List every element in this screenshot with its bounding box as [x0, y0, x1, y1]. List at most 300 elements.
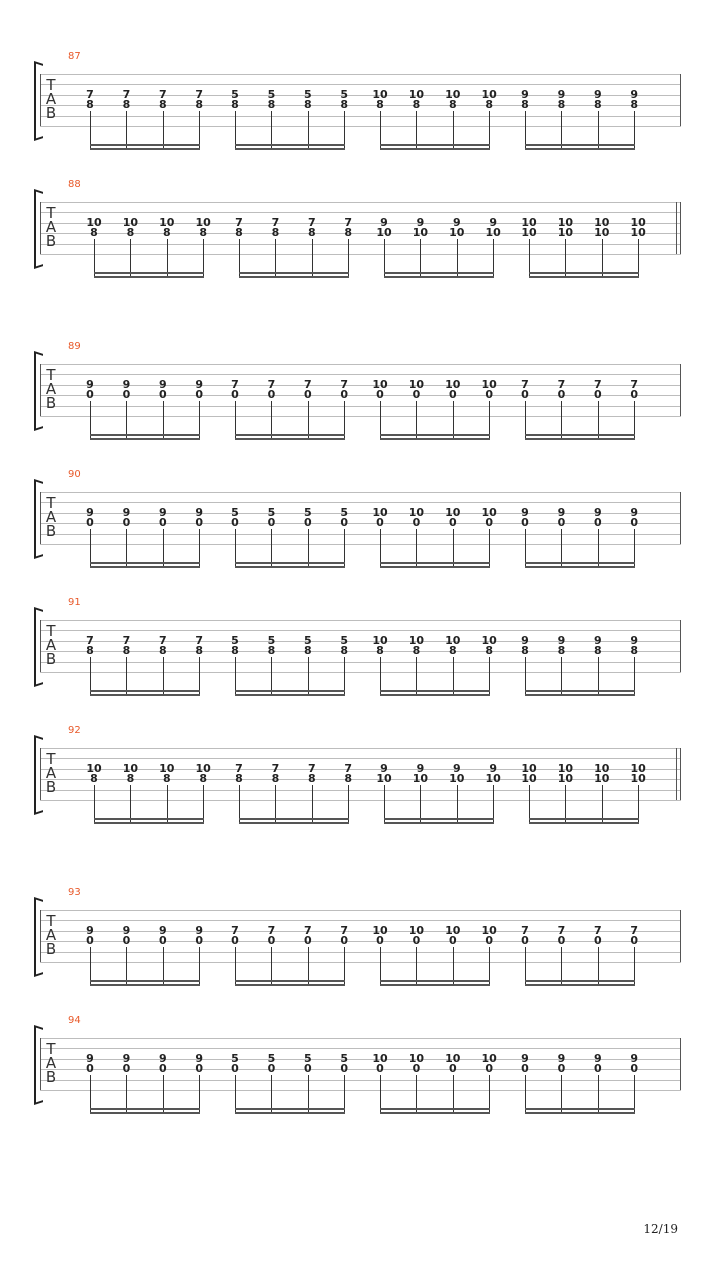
fret-number: 8	[235, 772, 243, 786]
fret-number: 0	[231, 934, 239, 948]
fret-number: 0	[231, 516, 239, 530]
fret-number: 7	[122, 87, 131, 101]
fret-number: 5	[231, 505, 239, 519]
fret-number: 10	[445, 633, 461, 647]
fret-number: 10	[481, 87, 497, 101]
fret-number: 9	[630, 87, 639, 101]
fret-number: 10	[159, 215, 175, 229]
fret-number: 10	[630, 761, 646, 775]
fret-number: 0	[122, 1062, 131, 1076]
note-beam	[529, 818, 639, 820]
tab-string-line	[40, 672, 681, 673]
start-barline	[40, 1038, 41, 1090]
fret-number: 10	[594, 226, 610, 240]
fret-number: 10	[521, 226, 537, 240]
note-beam	[90, 1108, 200, 1110]
fret-number: 9	[195, 1051, 204, 1065]
fret-number: 8	[412, 644, 421, 658]
fret-number: 8	[340, 98, 349, 112]
fret-number: 8	[199, 226, 208, 240]
fret-number: 0	[448, 388, 457, 402]
start-barline	[40, 620, 41, 672]
tab-system	[0, 1015, 720, 1132]
note-beam	[90, 694, 200, 696]
tab-string-line	[40, 492, 681, 493]
fret-number: 9	[86, 377, 94, 391]
tab-string-line	[40, 920, 681, 921]
fret-number: 0	[376, 388, 384, 402]
fret-number: 10	[372, 377, 388, 391]
bar-number: 90	[68, 469, 81, 480]
fret-number: 7	[267, 377, 276, 391]
note-beam	[380, 690, 490, 692]
fret-number: 0	[267, 388, 276, 402]
note-beam	[384, 272, 494, 274]
fret-number: 0	[412, 1062, 421, 1076]
fret-number: 10	[195, 215, 211, 229]
tab-string-line	[40, 630, 681, 631]
tab-string-line	[40, 1080, 681, 1081]
note-beam	[525, 690, 635, 692]
fret-number: 8	[448, 98, 457, 112]
fret-number: 5	[231, 87, 239, 101]
tab-clef-t: T	[46, 204, 56, 222]
fret-number: 7	[231, 923, 239, 937]
fret-number: 0	[122, 934, 131, 948]
tab-string-line	[40, 244, 681, 245]
fret-number: 10	[445, 377, 461, 391]
fret-number: 10	[412, 226, 429, 240]
fret-number: 0	[340, 1062, 349, 1076]
fret-number: 9	[195, 505, 204, 519]
fret-number: 7	[271, 761, 280, 775]
fret-number: 7	[340, 377, 349, 391]
fret-number: 10	[557, 215, 574, 229]
fret-number: 10	[445, 1051, 461, 1065]
fret-number: 9	[195, 377, 204, 391]
tab-system	[0, 725, 720, 842]
tab-clef-a: A	[45, 926, 57, 944]
fret-number: 0	[521, 388, 529, 402]
fret-number: 8	[521, 644, 529, 658]
fret-number: 10	[481, 923, 497, 937]
note-beam	[235, 1108, 345, 1110]
tab-clef-b: B	[45, 232, 57, 250]
fret-number: 5	[231, 633, 239, 647]
fret-number: 10	[630, 226, 646, 240]
note-beam	[525, 144, 635, 146]
fret-number: 10	[445, 505, 461, 519]
fret-number: 10	[481, 1051, 497, 1065]
end-barline	[680, 748, 681, 800]
fret-number: 8	[162, 772, 171, 786]
fret-number: 9	[158, 923, 167, 937]
fret-number: 9	[158, 505, 167, 519]
tab-system	[0, 469, 720, 586]
fret-number: 9	[122, 505, 131, 519]
fret-number: 0	[195, 1062, 204, 1076]
tab-string-line	[40, 544, 681, 545]
note-beam	[380, 980, 490, 982]
tab-string-line	[40, 534, 681, 535]
fret-number: 9	[593, 505, 602, 519]
fret-number: 0	[630, 934, 639, 948]
note-beam	[525, 980, 635, 982]
end-barline	[680, 1038, 681, 1090]
tab-clef-b: B	[45, 650, 57, 668]
start-barline	[40, 74, 41, 126]
page-number: 12/19	[643, 1222, 678, 1236]
fret-number: 10	[481, 633, 497, 647]
note-beam	[380, 144, 490, 146]
bar-number: 91	[68, 597, 81, 608]
fret-number: 9	[158, 377, 167, 391]
tab-string-line	[40, 758, 681, 759]
note-beam	[90, 144, 200, 146]
fret-number: 10	[485, 226, 501, 240]
fret-number: 5	[340, 87, 349, 101]
fret-number: 9	[489, 761, 498, 775]
fret-number: 0	[158, 388, 167, 402]
fret-number: 10	[86, 761, 102, 775]
fret-number: 8	[376, 98, 384, 112]
note-beam	[235, 1112, 345, 1114]
fret-number: 0	[521, 516, 529, 530]
tab-clef-b: B	[45, 940, 57, 958]
fret-number: 10	[376, 772, 392, 786]
note-beam	[239, 276, 349, 278]
fret-number: 0	[593, 388, 602, 402]
fret-number: 0	[412, 934, 421, 948]
tab-string-line	[40, 1038, 681, 1039]
fret-number: 0	[593, 1062, 602, 1076]
fret-number: 7	[303, 923, 312, 937]
fret-number: 8	[412, 98, 421, 112]
fret-number: 7	[231, 377, 239, 391]
fret-number: 10	[521, 772, 537, 786]
fret-number: 8	[307, 226, 316, 240]
tab-string-line	[40, 126, 681, 127]
fret-number: 9	[630, 633, 639, 647]
fret-number: 10	[521, 215, 537, 229]
fret-number: 0	[340, 388, 349, 402]
tab-string-line	[40, 416, 681, 417]
fret-number: 10	[412, 772, 429, 786]
fret-number: 0	[195, 934, 204, 948]
note-beam	[525, 1112, 635, 1114]
fret-number: 7	[195, 87, 204, 101]
fret-number: 10	[195, 761, 211, 775]
note-beam	[529, 822, 639, 824]
bar-number: 94	[68, 1015, 81, 1026]
note-beam	[94, 272, 204, 274]
fret-number: 8	[485, 98, 494, 112]
tab-clef-t: T	[46, 912, 56, 930]
fret-number: 7	[303, 377, 312, 391]
fret-number: 0	[158, 516, 167, 530]
fret-number: 7	[630, 923, 639, 937]
note-beam	[380, 148, 490, 150]
fret-number: 9	[593, 633, 602, 647]
note-beam	[90, 690, 200, 692]
tab-clef-t: T	[46, 366, 56, 384]
start-barline	[40, 910, 41, 962]
tab-system	[0, 597, 720, 714]
fret-number: 0	[86, 516, 94, 530]
tab-string-line	[40, 910, 681, 911]
note-beam	[380, 1108, 490, 1110]
fret-number: 9	[122, 1051, 131, 1065]
tab-clef-a: A	[45, 508, 57, 526]
fret-number: 0	[195, 516, 204, 530]
fret-number: 0	[340, 934, 349, 948]
fret-number: 9	[122, 923, 131, 937]
fret-number: 8	[303, 644, 312, 658]
fret-number: 10	[521, 761, 537, 775]
fret-number: 10	[557, 761, 574, 775]
fret-number: 8	[303, 98, 312, 112]
tab-string-line	[40, 962, 681, 963]
fret-number: 8	[231, 644, 239, 658]
tab-string-line	[40, 620, 681, 621]
note-beam	[90, 562, 200, 564]
fret-number: 9	[521, 633, 529, 647]
fret-number: 10	[408, 505, 425, 519]
fret-number: 0	[557, 388, 566, 402]
tab-string-line	[40, 1090, 681, 1091]
tab-clef-a: A	[45, 90, 57, 108]
fret-number: 7	[307, 761, 316, 775]
fret-number: 8	[630, 98, 639, 112]
fret-number: 0	[158, 1062, 167, 1076]
fret-number: 10	[408, 1051, 425, 1065]
note-beam	[525, 566, 635, 568]
note-beam	[525, 434, 635, 436]
fret-number: 0	[303, 934, 312, 948]
fret-number: 8	[307, 772, 316, 786]
fret-number: 8	[86, 644, 94, 658]
fret-number: 8	[271, 772, 280, 786]
fret-number: 10	[594, 215, 610, 229]
fret-number: 10	[445, 923, 461, 937]
fret-number: 5	[231, 1051, 239, 1065]
fret-number: 8	[593, 644, 602, 658]
fret-number: 8	[195, 98, 204, 112]
fret-number: 10	[408, 87, 425, 101]
fret-number: 9	[158, 1051, 167, 1065]
end-barline	[680, 74, 681, 126]
fret-number: 5	[303, 633, 312, 647]
tab-system	[0, 341, 720, 458]
tab-string-line	[40, 254, 681, 255]
fret-number: 8	[557, 644, 566, 658]
tab-clef-a: A	[45, 218, 57, 236]
fret-number: 10	[122, 215, 139, 229]
end-barline	[680, 364, 681, 416]
fret-number: 0	[630, 516, 639, 530]
end-barline	[680, 492, 681, 544]
fret-number: 0	[630, 1062, 639, 1076]
fret-number: 0	[340, 516, 349, 530]
note-beam	[384, 818, 494, 820]
fret-number: 7	[340, 923, 349, 937]
fret-number: 0	[122, 516, 131, 530]
tab-clef-a: A	[45, 380, 57, 398]
fret-number: 0	[593, 934, 602, 948]
fret-number: 10	[630, 215, 646, 229]
fret-number: 7	[557, 377, 566, 391]
note-beam	[90, 148, 200, 150]
fret-number: 10	[630, 772, 646, 786]
fret-number: 0	[231, 1062, 239, 1076]
fret-number: 0	[376, 934, 384, 948]
fret-number: 0	[376, 1062, 384, 1076]
note-beam	[239, 272, 349, 274]
fret-number: 8	[267, 644, 276, 658]
fret-number: 0	[593, 516, 602, 530]
fret-number: 8	[126, 226, 135, 240]
fret-number: 8	[195, 644, 204, 658]
fret-number: 0	[448, 934, 457, 948]
fret-number: 9	[557, 1051, 566, 1065]
note-beam	[380, 1112, 490, 1114]
tab-string-line	[40, 212, 681, 213]
end-barline	[680, 620, 681, 672]
tab-string-line	[40, 662, 681, 663]
tab-clef-b: B	[45, 394, 57, 412]
fret-number: 8	[340, 644, 349, 658]
fret-number: 0	[86, 388, 94, 402]
note-beam	[94, 276, 204, 278]
bar-number: 89	[68, 341, 81, 352]
note-beam	[235, 144, 345, 146]
fret-number: 7	[344, 761, 353, 775]
fret-number: 5	[340, 633, 349, 647]
fret-number: 5	[340, 1051, 349, 1065]
tab-clef-t: T	[46, 622, 56, 640]
fret-number: 10	[122, 761, 139, 775]
fret-number: 0	[303, 1062, 312, 1076]
fret-number: 10	[372, 1051, 388, 1065]
fret-number: 0	[86, 934, 94, 948]
fret-number: 7	[630, 377, 639, 391]
fret-number: 8	[158, 644, 167, 658]
tab-system	[0, 179, 720, 296]
fret-number: 10	[557, 226, 574, 240]
note-beam	[384, 822, 494, 824]
fret-number: 8	[90, 226, 98, 240]
fret-number: 7	[593, 923, 602, 937]
tab-system	[0, 51, 720, 168]
fret-number: 10	[449, 226, 465, 240]
fret-number: 5	[303, 1051, 312, 1065]
fret-number: 7	[86, 87, 94, 101]
note-beam	[90, 434, 200, 436]
fret-number: 0	[412, 388, 421, 402]
fret-number: 8	[90, 772, 98, 786]
fret-number: 9	[489, 215, 498, 229]
fret-number: 0	[267, 1062, 276, 1076]
start-barline	[40, 748, 41, 800]
fret-number: 8	[122, 644, 131, 658]
bar-number: 87	[68, 51, 81, 62]
tab-string-line	[40, 116, 681, 117]
note-beam	[380, 566, 490, 568]
fret-number: 7	[195, 633, 204, 647]
fret-number: 8	[630, 644, 639, 658]
bar-number: 92	[68, 725, 81, 736]
fret-number: 0	[521, 1062, 529, 1076]
fret-number: 0	[158, 934, 167, 948]
fret-number: 5	[267, 1051, 276, 1065]
fret-number: 8	[86, 98, 94, 112]
fret-number: 0	[557, 516, 566, 530]
fret-number: 0	[485, 1062, 494, 1076]
tab-string-line	[40, 952, 681, 953]
fret-number: 7	[593, 377, 602, 391]
fret-number: 10	[445, 87, 461, 101]
fret-number: 8	[126, 772, 135, 786]
fret-number: 9	[416, 761, 425, 775]
fret-number: 8	[231, 98, 239, 112]
fret-number: 9	[593, 1051, 602, 1065]
tab-clef-t: T	[46, 76, 56, 94]
fret-number: 0	[303, 516, 312, 530]
fret-number: 9	[380, 215, 388, 229]
note-beam	[90, 566, 200, 568]
fret-number: 9	[630, 1051, 639, 1065]
note-beam	[380, 438, 490, 440]
note-beam	[529, 272, 639, 274]
fret-number: 0	[195, 388, 204, 402]
fret-number: 9	[416, 215, 425, 229]
note-beam	[235, 694, 345, 696]
fret-number: 9	[122, 377, 131, 391]
fret-number: 0	[448, 516, 457, 530]
note-beam	[525, 1108, 635, 1110]
fret-number: 10	[449, 772, 465, 786]
start-barline	[40, 492, 41, 544]
fret-number: 8	[557, 98, 566, 112]
fret-number: 10	[481, 505, 497, 519]
note-beam	[235, 984, 345, 986]
tab-system	[0, 887, 720, 1004]
fret-number: 10	[481, 377, 497, 391]
fret-number: 9	[452, 761, 461, 775]
fret-number: 8	[448, 644, 457, 658]
note-beam	[380, 694, 490, 696]
fret-number: 10	[408, 923, 425, 937]
note-beam	[90, 980, 200, 982]
note-beam	[235, 148, 345, 150]
start-barline	[40, 364, 41, 416]
fret-number: 8	[593, 98, 602, 112]
note-beam	[239, 822, 349, 824]
fret-number: 8	[162, 226, 171, 240]
fret-number: 9	[521, 1051, 529, 1065]
fret-number: 8	[122, 98, 131, 112]
tab-string-line	[40, 748, 681, 749]
tab-clef-b: B	[45, 104, 57, 122]
fret-number: 5	[267, 505, 276, 519]
note-beam	[235, 690, 345, 692]
fret-number: 9	[86, 505, 94, 519]
fret-number: 10	[372, 633, 388, 647]
note-beam	[384, 276, 494, 278]
fret-number: 8	[521, 98, 529, 112]
end-barline-inner	[676, 748, 677, 800]
tab-string-line	[40, 1048, 681, 1049]
